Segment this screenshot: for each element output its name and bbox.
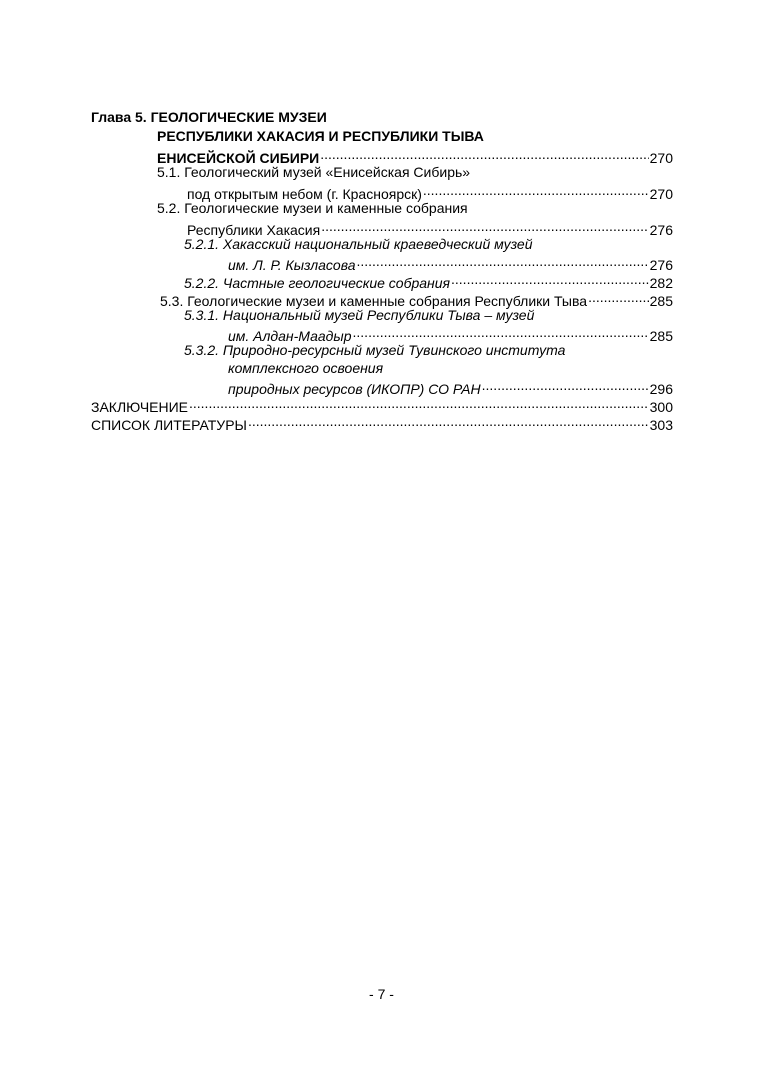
toc-5-3-page: 285: [649, 293, 673, 309]
toc-5-2-1-line1: 5.2.1. Хакасский национальный краеведческий музей: [184, 236, 533, 252]
toc-5-3-1-line2: им. Алдан-Маадыр: [228, 328, 352, 344]
toc-5-2-page: 276: [649, 222, 673, 238]
toc-5-1-line2: под открытым небом (г. Красноярск): [187, 186, 422, 202]
dot-leader: [320, 145, 648, 163]
toc-5-3-2-line3: природных ресурсов (ИКОПР) СО РАН: [228, 381, 481, 397]
toc-5-1-page: 270: [649, 186, 673, 202]
toc-references-entry: [91, 412, 673, 434]
toc-references-page: 303: [649, 417, 673, 433]
toc-5-1-line1: 5.1. Геологический музей «Енисейская Сибирь»: [157, 164, 471, 180]
toc-chapter5-page: 270: [649, 150, 673, 166]
toc-5-3-1-page: 285: [649, 328, 673, 344]
toc-5-3-1-line1: 5.3.1. Национальный музей Республики Тыва – музей: [184, 307, 535, 323]
dot-leader: [451, 270, 649, 288]
toc-5-2-2-line1: 5.2.2. Частные геологические собрания: [184, 275, 451, 291]
page-number: - 7 -: [369, 986, 394, 1002]
dot-leader: [356, 252, 648, 270]
toc-5-2-line2: Республики Хакасия: [187, 222, 321, 238]
dot-leader: [353, 323, 649, 341]
dot-leader: [423, 181, 649, 199]
dot-leader: [588, 288, 649, 306]
dot-leader: [189, 394, 649, 412]
toc-5-2-line1: 5.2. Геологические музеи и каменные собрания: [157, 200, 468, 216]
dot-leader: [248, 412, 649, 430]
toc-5-3-line1: 5.3. Геологические музеи и каменные собрания Республики Тыва: [160, 293, 588, 309]
toc-chapter5-title-line2: РЕСПУБЛИКИ ХАКАСИЯ И РЕСПУБЛИКИ ТЫВА: [157, 128, 484, 144]
toc-references-label: СПИСОК ЛИТЕРАТУРЫ: [91, 417, 247, 433]
toc-5-3-2-page: 296: [649, 381, 673, 397]
toc-conclusion-page: 300: [649, 399, 673, 415]
toc-conclusion-label: ЗАКЛЮЧЕНИЕ: [91, 399, 188, 415]
toc-5-3-2-line2: комплексного освоения: [228, 360, 384, 376]
toc-5-2-1-page: 276: [649, 257, 673, 273]
toc-5-3-2-line1: 5.3.2. Природно-ресурсный музей Тувинского института: [184, 342, 566, 358]
toc-5-2-1-line2: им. Л. Р. Кызласова: [228, 257, 356, 273]
toc-chapter5-title-line3: ЕНИСЕЙСКОЙ СИБИРИ: [157, 150, 320, 166]
toc-5-2-2-page: 282: [649, 275, 673, 291]
dot-leader: [321, 217, 648, 235]
toc-chapter5-title-line1: Глава 5. ГЕОЛОГИЧЕСКИЕ МУЗЕИ: [91, 109, 327, 125]
dot-leader: [482, 376, 649, 394]
